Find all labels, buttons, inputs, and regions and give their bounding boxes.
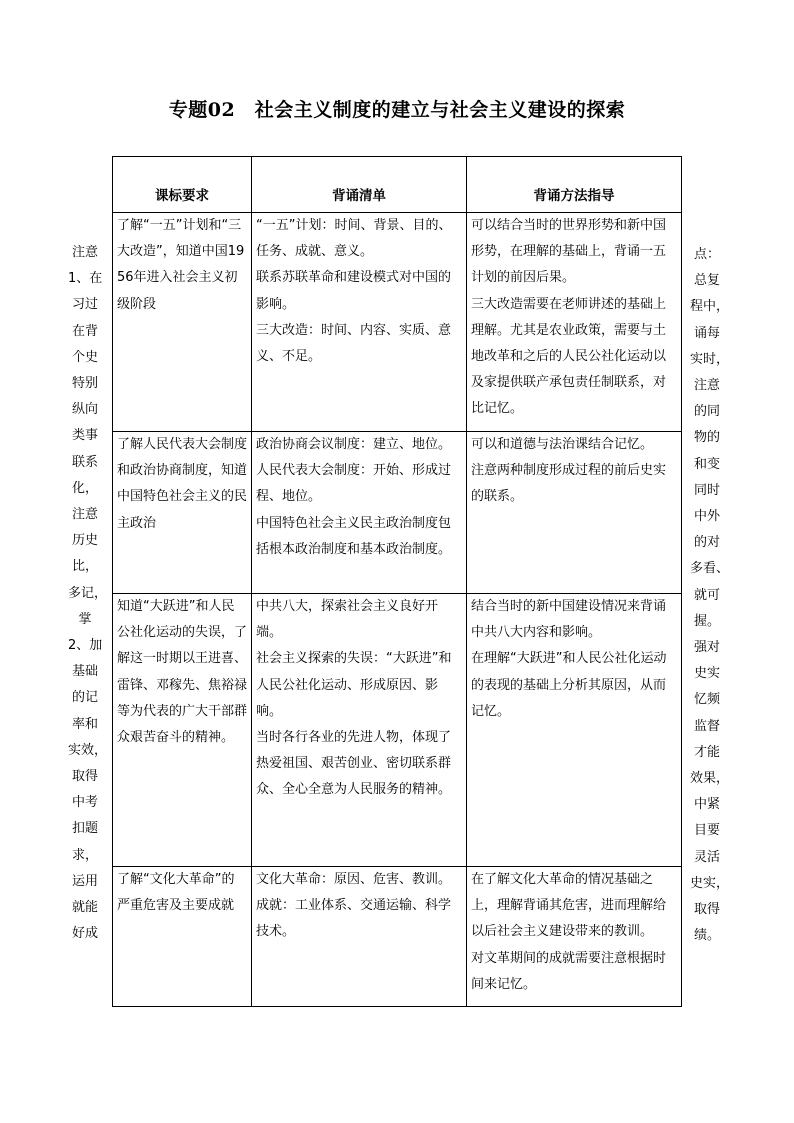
- header-requirements: 课标要求: [113, 157, 252, 213]
- margin-note-line: 2、加: [68, 638, 103, 654]
- cell-recitation-list: 政治协商会议制度：建立、地位。 人民代表大会制度：开始、形成过程、地位。 中国特色社会主义民主政治制度包括根本政治制度和基本政治制度。: [252, 432, 467, 594]
- margin-note-line: 实效，: [68, 742, 108, 758]
- margin-note-line: 化，: [71, 480, 98, 496]
- margin-note-line: 中外: [693, 509, 720, 525]
- margin-note-line: 取得: [71, 769, 98, 785]
- margin-note-line: 史实: [693, 666, 720, 682]
- cell-recitation-list: “一五”计划：时间、背景、目的、任务、成就、意义。 联系苏联革命和建设模式对中国的影响。 三大改造：时间、内容、实质、意义、不足。: [252, 213, 467, 432]
- margin-note-line: 取得: [693, 902, 720, 918]
- margin-note-line: 多看、: [690, 561, 730, 577]
- header-method-guide: 背诵方法指导: [467, 157, 682, 213]
- margin-note-line: 类事: [71, 428, 98, 444]
- margin-note-line: 中考: [71, 795, 98, 811]
- margin-note-line: 才能: [693, 744, 720, 760]
- left-margin-notes: [68, 240, 108, 947]
- table-row: [113, 432, 682, 594]
- margin-note-line: 历史: [71, 533, 98, 549]
- table-row: [113, 594, 682, 867]
- margin-note-line: 纵向: [71, 402, 98, 418]
- margin-note-line: 注意: [693, 378, 720, 394]
- margin-note-line: 个史: [71, 349, 98, 365]
- margin-note-line: 扣题: [71, 821, 98, 837]
- header-recitation-list: 背诵清单: [252, 157, 467, 213]
- margin-note-line: 好成: [71, 926, 98, 942]
- margin-note-line: 求，: [71, 847, 98, 863]
- margin-note-line: 运用: [71, 873, 98, 889]
- table-header-row: [113, 157, 682, 213]
- cell-method: 可以结合当时的世界形势和新中国形势，在理解的基础上，背诵一五计划的前因后果。 三大改造需要在老师讲述的基础上理解。尤其是农业政策，需要与土地改革和之后的人民公社化运动以及家提供联产承包责任制联系，对比记忆。: [467, 213, 682, 432]
- margin-note-line: 在背: [71, 323, 98, 339]
- margin-note-line: 程中，: [690, 299, 730, 315]
- margin-note-line: 1、在: [68, 271, 103, 287]
- margin-note-line: 掌: [78, 611, 92, 627]
- cell-requirement: 了解“一五”计划和“三大改造”，知道中国1956年进入社会主义初级阶段: [113, 213, 252, 432]
- cell-requirement: 了解“文化大革命”的严重危害及主要成就: [113, 867, 252, 1007]
- margin-note-line: 强对: [693, 640, 720, 656]
- margin-note-line: 特别: [71, 376, 98, 392]
- cell-method: 可以和道德与法治课结合记忆。 注意两种制度形成过程的前后史实的联系。: [467, 432, 682, 594]
- cell-method: 在了解文化大革命的情况基础之上，理解背诵其危害，进而理解给以后社会主义建设带来的教训。 对文革期间的成就需要注意根据时间来记忆。: [467, 867, 682, 1007]
- margin-note-line: 注意: [71, 507, 98, 523]
- margin-note-line: 习过: [71, 297, 98, 313]
- margin-note-line: 的记: [71, 690, 98, 706]
- margin-note-line: 的对: [693, 535, 720, 551]
- study-guide-table: [112, 156, 682, 1007]
- margin-note-line: 诵每: [693, 325, 720, 341]
- margin-note-line: 就能: [71, 900, 98, 916]
- page-title: 专题02 社会主义制度的建立与社会主义建设的探索: [168, 99, 626, 121]
- margin-note-line: 比，: [71, 559, 98, 575]
- margin-note-line: 和变: [693, 456, 720, 472]
- cell-recitation-list: 文化大革命：原因、危害、教训。 成就：工业体系、交通运输、科学技术。: [252, 867, 467, 1007]
- margin-note-line: 效果，: [690, 771, 730, 787]
- right-margin-notes: [690, 242, 730, 949]
- margin-note-line: 总复: [693, 273, 720, 289]
- margin-note-line: 多记，: [68, 585, 108, 601]
- cell-method: 结合当时的新中国建设情况来背诵中共八大内容和影响。 在理解“大跃进”和人民公社化运动的表现的基础上分析其原因，从而记忆。: [467, 594, 682, 867]
- cell-recitation-list: 中共八大，探索社会主义良好开端。 社会主义探索的失误：“大跃进”和人民公社化运动、形成原因、影响。 当时各行各业的先进人物，体现了热爱祖国、艰苦创业、密切联系群众、全心全意为人民服务的精神。: [252, 594, 467, 867]
- margin-note-line: 忆频: [693, 692, 720, 708]
- margin-note-line: 灵活: [693, 849, 720, 865]
- margin-note-line: 联系: [71, 454, 98, 470]
- margin-note-line: 握。: [693, 613, 720, 629]
- margin-note-line: 的同: [693, 404, 720, 420]
- margin-note-line: 物的: [693, 430, 720, 446]
- margin-note-line: 注意: [71, 245, 98, 260]
- margin-note-line: 率和: [71, 716, 98, 732]
- table-row: [113, 867, 682, 1007]
- margin-note-line: 史实，: [690, 875, 730, 891]
- table-row: [113, 213, 682, 432]
- margin-note-line: 同时: [693, 482, 720, 498]
- margin-note-line: 绩。: [693, 928, 720, 944]
- cell-requirement: 知道“大跃进”和人民公社化运动的失误，了解这一时期以王进喜、雷锋、邓稼先、焦裕禄等为代表的广大干部群众艰苦奋斗的精神。: [113, 594, 252, 867]
- margin-note-line: 目要: [693, 823, 720, 839]
- margin-note-line: 监督: [693, 718, 720, 734]
- cell-requirement: 了解人民代表大会制度和政治协商制度，知道中国特色社会主义的民主政治: [113, 432, 252, 594]
- margin-note-line: 点：: [693, 247, 720, 262]
- margin-note-line: 基础: [71, 664, 98, 680]
- margin-note-line: 中紧: [693, 797, 720, 813]
- margin-note-line: 就可: [693, 587, 720, 603]
- margin-note-line: 实时，: [690, 351, 730, 367]
